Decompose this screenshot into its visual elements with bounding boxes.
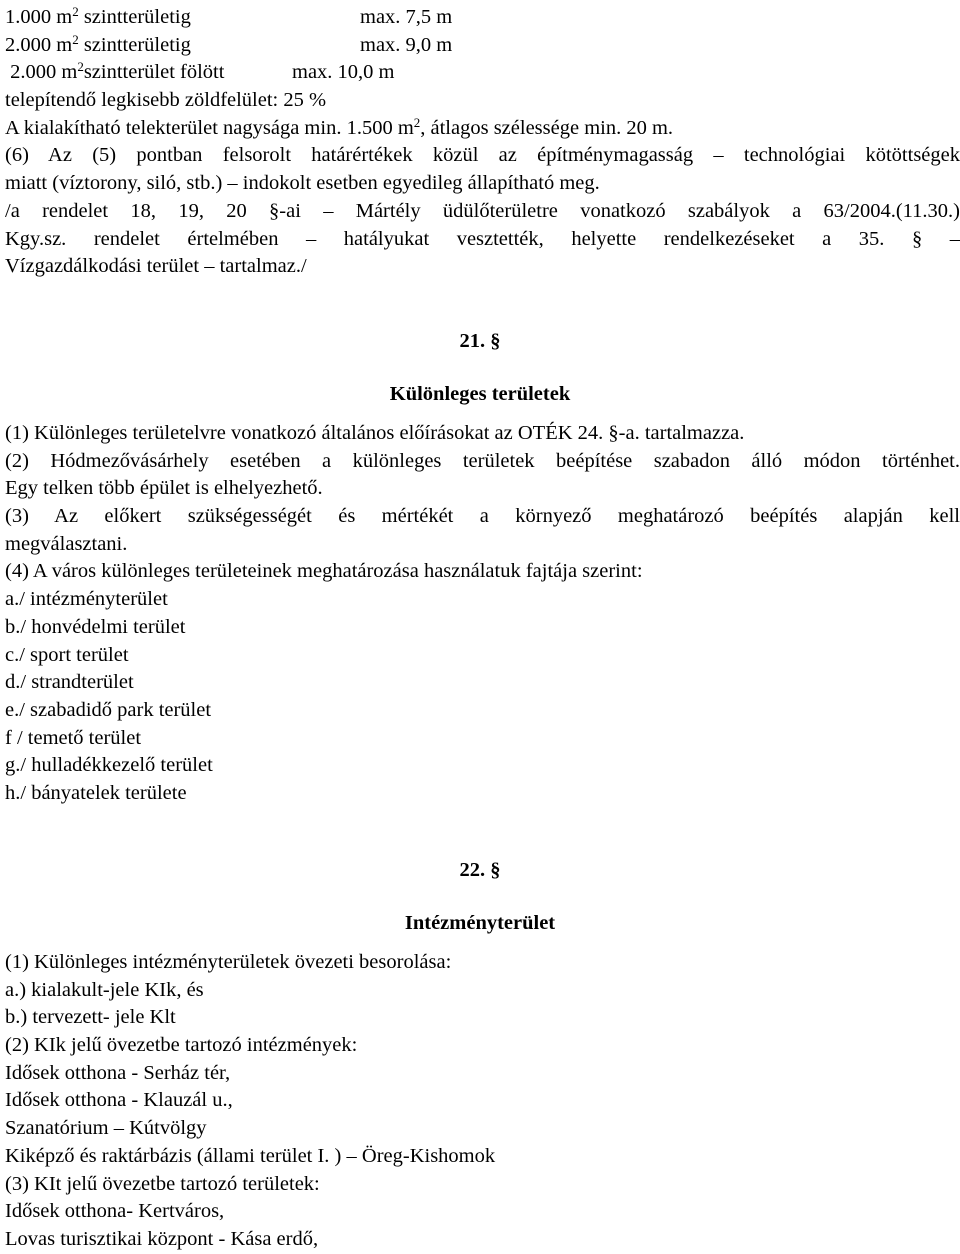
s21-line: (4) A város különleges területeinek meghatározása használatuk fajtája szerint: xyxy=(5,560,643,583)
s22-line: b.) tervezett- jele Klt xyxy=(5,1006,176,1029)
list-item: d./ strandterület xyxy=(5,671,134,694)
limit-line-2 xyxy=(5,32,960,60)
s22-line: Kiképző és raktárbázis (állami terület I. ) – Öreg-Kishomok xyxy=(5,1144,496,1167)
s22-line: Idősek otthona- Kertváros, xyxy=(5,1200,225,1223)
s22-line: Idősek otthona - Serház tér, xyxy=(5,1061,231,1084)
s22-line: (3) KIt jelű övezetbe tartozó területek: xyxy=(5,1172,320,1195)
list-item: g./ hulladékkezelő terület xyxy=(5,754,213,777)
s21-line: (3) Az előkert szükségességét és mértékét a környező meghatározó beépítés alapján kell xyxy=(5,505,960,528)
repeal-line-2: Kgy.sz. rendelet értelmében – hatályukat vesztették, helyette rendelkezéseket a 35. § – xyxy=(5,227,960,250)
height-limits xyxy=(5,4,960,281)
s22-line: Lovas turisztikai központ - Kása erdő, xyxy=(5,1227,319,1250)
s21-line: Egy telken több épület is elhelyezhető. xyxy=(5,477,323,500)
list-item: h./ bányatelek területe xyxy=(5,781,187,804)
s22-line: (2) KIk jelű övezetbe tartozó intézmények: xyxy=(5,1034,358,1057)
para6-line-2: miatt (víztorony, siló, stb.) – indokolt esetben egyedileg állapítható meg. xyxy=(5,172,600,195)
list-item: f / temető terület xyxy=(5,726,142,749)
section-22-title: Intézményterület xyxy=(404,912,556,934)
s21-line: (1) Különleges területelvre vonatkozó általános előírásokat az OTÉK 24. §-a. tartalmazza. xyxy=(5,422,745,444)
s22-line: a.) kialakult-jele KIk, és xyxy=(5,978,204,1001)
list-item: b./ honvédelmi terület xyxy=(5,615,186,638)
s21-line: (2) Hódmezővásárhely esetében a különleges területek beépítése szabadon álló módon történhet. xyxy=(5,449,960,472)
repeal-line-1: /a rendelet 18, 19, 20 §-ai – Mártély üdülőterületre vonatkozó szabályok a 63/2004.(11.30.) xyxy=(5,199,960,222)
limit-value: max. 7,5 m xyxy=(360,6,453,28)
limit-value: max. 10,0 m xyxy=(292,61,395,84)
section-22-number: 22. § xyxy=(459,859,501,881)
limit-value: max. 9,0 m xyxy=(360,33,453,56)
list-item: e./ szabadidő park terület xyxy=(5,698,212,721)
plot-size-line: A kialakítható telekterület nagysága min. 1.500 $m^2$, átlagos szélessége min. 20 m. xyxy=(5,114,674,139)
s22-line: (1) Különleges intézményterületek övezeti besorolása: xyxy=(5,951,452,973)
repeal-line-3: Vízgazdálkodási terület – tartalmaz./ xyxy=(5,255,307,278)
list-item: a./ intézményterület xyxy=(5,588,168,611)
section-21-body xyxy=(5,420,960,808)
section-21-title: Különleges területek xyxy=(389,383,571,405)
limit-area: 2.000 $m^2$ szintterületig xyxy=(5,31,191,56)
section-22-body xyxy=(5,949,960,1254)
limit-line-1 xyxy=(5,4,960,32)
para6-line-1: (6) Az (5) pontban felsorolt határértékek közül az építménymagasság – technológiai kötöttségek xyxy=(5,144,960,167)
list-item: c./ sport terület xyxy=(5,643,129,666)
s22-line: Idősek otthona - Klauzál u., xyxy=(5,1089,233,1112)
limit-area: 1.000 $m^2$ szintterületig xyxy=(5,4,191,28)
limit-line-3 xyxy=(5,59,960,87)
limit-area: 2.000 $m^2szintterület$ fölött xyxy=(5,59,225,84)
s22-line: Szanatórium – Kútvölgy xyxy=(5,1117,207,1140)
s21-line: megválasztani. xyxy=(5,532,128,555)
section-21-number: 21. § xyxy=(459,330,501,352)
green-area-line: telepítendő legkisebb zöldfelület: 25 % xyxy=(5,89,327,112)
